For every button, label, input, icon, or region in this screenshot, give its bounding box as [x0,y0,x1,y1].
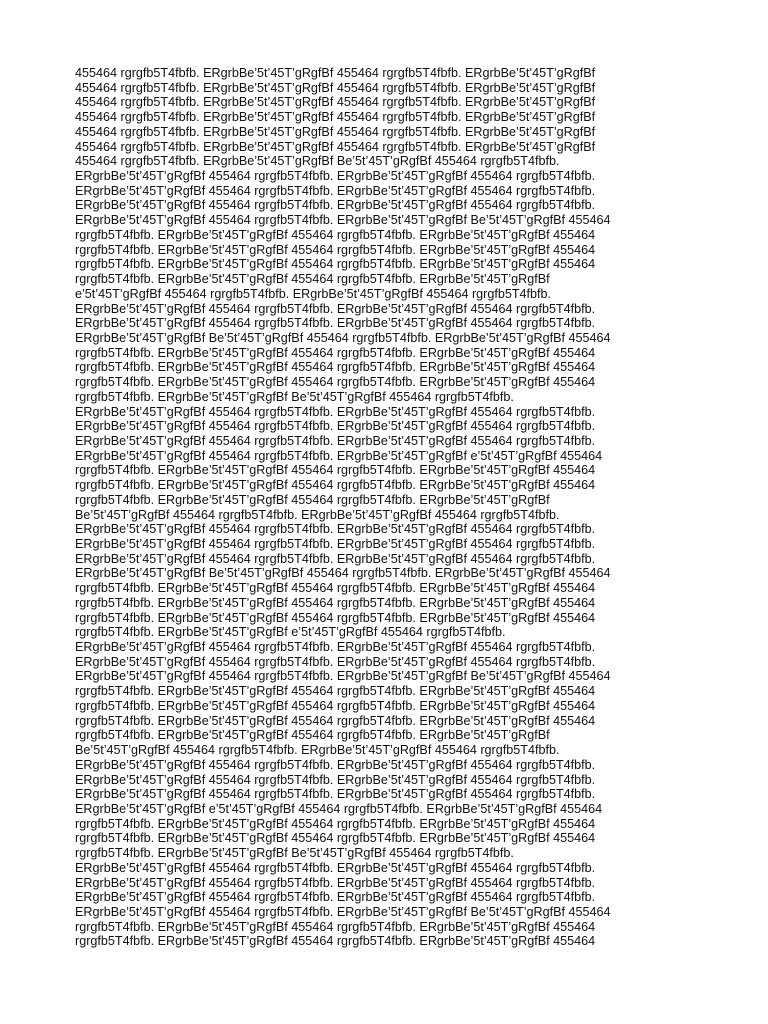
text-line: rgrgfb5T4fbfb. ERgrbBe’5t’45T’gRgfBf 455464 rgrgfb5T4fbfb. ERgrbBe’5t’45T’gRgfBf 455464 [75,463,596,478]
text-line: rgrgfb5T4fbfb. ERgrbBe’5t’45T’gRgfBf 455464 rgrgfb5T4fbfb. ERgrbBe’5t’45T’gRgfBf 455464 [75,375,596,390]
text-line: ERgrbBe’5t’45T’gRgfBf 455464 rgrgfb5T4fbfb. ERgrbBe’5t’45T’gRgfBf 455464 rgrgfb5T4fbfb. [75,433,596,448]
text-line: rgrgfb5T4fbfb. ERgrbBe’5t’45T’gRgfBf 455464 rgrgfb5T4fbfb. ERgrbBe’5t’45T’gRgfBf 455464 [75,713,596,728]
text-line: ERgrbBe’5t’45T’gRgfBf 455464 rgrgfb5T4fbfb. ERgrbBe’5t’45T’gRgfBf 455464 rgrgfb5T4fbfb. [75,757,596,772]
text-line: rgrgfb5T4fbfb. ERgrbBe’5t’45T’gRgfBf 455464 rgrgfb5T4fbfb. ERgrbBe’5t’45T’gRgfBf 455464 [75,684,596,699]
text-line: ERgrbBe’5t’45T’gRgfBf 455464 rgrgfb5T4fbfb. ERgrbBe’5t’45T’gRgfBf 455464 rgrgfb5T4fbfb. [75,654,596,669]
text-line: ERgrbBe’5t’45T’gRgfBf 455464 rgrgfb5T4fbfb. ERgrbBe’5t’45T’gRgfBf 455464 rgrgfb5T4fbfb. [75,419,596,434]
text-line: ERgrbBe’5t’45T’gRgfBf 455464 rgrgfb5T4fbfb. ERgrbBe’5t’45T’gRgfBf 455464 rgrgfb5T4fbfb. [75,551,596,566]
text-line: ERgrbBe’5t’45T’gRgfBf 455464 rgrgfb5T4fbfb. ERgrbBe’5t’45T’gRgfBf 455464 rgrgfb5T4fbfb. [75,183,596,198]
text-line: rgrgfb5T4fbfb. ERgrbBe’5t’45T’gRgfBf 455464 rgrgfb5T4fbfb. ERgrbBe’5t’45T’gRgfBf [75,492,550,507]
text-line: rgrgfb5T4fbfb. ERgrbBe’5t’45T’gRgfBf 455464 rgrgfb5T4fbfb. ERgrbBe’5t’45T’gRgfBf [75,728,550,743]
text-line: rgrgfb5T4fbfb. ERgrbBe’5t’45T’gRgfBf 455464 rgrgfb5T4fbfb. ERgrbBe’5t’45T’gRgfBf 455464 [75,581,596,596]
text-line: rgrgfb5T4fbfb. ERgrbBe’5t’45T’gRgfBf 455464 rgrgfb5T4fbfb. ERgrbBe’5t’45T’gRgfBf 455464 [75,831,596,846]
text-line: rgrgfb5T4fbfb. ERgrbBe’5t’45T’gRgfBf Be’5t’45T’gRgfBf 455464 rgrgfb5T4fbfb. [75,389,514,404]
text-line: ERgrbBe’5t’45T’gRgfBf 455464 rgrgfb5T4fbfb. ERgrbBe’5t’45T’gRgfBf 455464 rgrgfb5T4fbfb. [75,198,596,213]
text-line: ERgrbBe’5t’45T’gRgfBf 455464 rgrgfb5T4fbfb. ERgrbBe’5t’45T’gRgfBf 455464 rgrgfb5T4fbfb. [75,316,596,331]
text-line: ERgrbBe’5t’45T’gRgfBf 455464 rgrgfb5T4fbfb. ERgrbBe’5t’45T’gRgfBf 455464 rgrgfb5T4fbfb. [75,860,596,875]
text-line: ERgrbBe’5t’45T’gRgfBf Be’5t’45T’gRgfBf 455464 rgrgfb5T4fbfb. ERgrbBe’5t’45T’gRgfBf 455464 [75,330,611,345]
text-line: rgrgfb5T4fbfb. ERgrbBe’5t’45T’gRgfBf 455464 rgrgfb5T4fbfb. ERgrbBe’5t’45T’gRgfBf [75,272,550,287]
text-line: ERgrbBe’5t’45T’gRgfBf 455464 rgrgfb5T4fbfb. ERgrbBe’5t’45T’gRgfBf 455464 rgrgfb5T4fbfb. [75,890,596,905]
text-line: Be’5t’45T’gRgfBf 455464 rgrgfb5T4fbfb. ERgrbBe’5t’45T’gRgfBf 455464 rgrgfb5T4fbfb. [75,743,560,758]
text-line: ERgrbBe’5t’45T’gRgfBf 455464 rgrgfb5T4fbfb. ERgrbBe’5t’45T’gRgfBf 455464 rgrgfb5T4fbfb. [75,169,596,184]
text-line: ERgrbBe’5t’45T’gRgfBf 455464 rgrgfb5T4fbfb. ERgrbBe’5t’45T’gRgfBf 455464 rgrgfb5T4fbfb. [75,522,596,537]
text-line: rgrgfb5T4fbfb. ERgrbBe’5t’45T’gRgfBf 455464 rgrgfb5T4fbfb. ERgrbBe’5t’45T’gRgfBf 455464 [75,816,596,831]
text-line: ERgrbBe’5t’45T’gRgfBf 455464 rgrgfb5T4fbfb. ERgrbBe’5t’45T’gRgfBf 455464 rgrgfb5T4fbfb. [75,301,596,316]
text-line: e’5t’45T’gRgfBf 455464 rgrgfb5T4fbfb. ERgrbBe’5t’45T’gRgfBf 455464 rgrgfb5T4fbfb. [75,286,552,301]
text-line: 455464 rgrgfb5T4fbfb. ERgrbBe’5t’45T’gRgfBf 455464 rgrgfb5T4fbfb. ERgrbBe’5t’45T’gRgfBf [75,139,596,154]
text-line: rgrgfb5T4fbfb. ERgrbBe’5t’45T’gRgfBf 455464 rgrgfb5T4fbfb. ERgrbBe’5t’45T’gRgfBf 455464 [75,257,596,272]
text-line: ERgrbBe’5t’45T’gRgfBf 455464 rgrgfb5T4fbfb. ERgrbBe’5t’45T’gRgfBf 455464 rgrgfb5T4fbfb. [75,772,596,787]
text-line: 455464 rgrgfb5T4fbfb. ERgrbBe’5t’45T’gRgfBf 455464 rgrgfb5T4fbfb. ERgrbBe’5t’45T’gRgfBf [75,95,596,110]
text-line: rgrgfb5T4fbfb. ERgrbBe’5t’45T’gRgfBf 455464 rgrgfb5T4fbfb. ERgrbBe’5t’45T’gRgfBf 455464 [75,934,596,949]
text-line: ERgrbBe’5t’45T’gRgfBf 455464 rgrgfb5T4fbfb. ERgrbBe’5t’45T’gRgfBf Be’5t’45T’gRgfBf 455464 [75,904,611,919]
text-line: rgrgfb5T4fbfb. ERgrbBe’5t’45T’gRgfBf 455464 rgrgfb5T4fbfb. ERgrbBe’5t’45T’gRgfBf 455464 [75,360,596,375]
text-line: ERgrbBe’5t’45T’gRgfBf 455464 rgrgfb5T4fbfb. ERgrbBe’5t’45T’gRgfBf e’5t’45T’gRgfBf 455464 [75,448,603,463]
text-line: ERgrbBe’5t’45T’gRgfBf 455464 rgrgfb5T4fbfb. ERgrbBe’5t’45T’gRgfBf 455464 rgrgfb5T4fbfb. [75,875,596,890]
text-line: 455464 rgrgfb5T4fbfb. ERgrbBe’5t’45T’gRgfBf 455464 rgrgfb5T4fbfb. ERgrbBe’5t’45T’gRgfBf [75,124,596,139]
text-line: rgrgfb5T4fbfb. ERgrbBe’5t’45T’gRgfBf 455464 rgrgfb5T4fbfb. ERgrbBe’5t’45T’gRgfBf 455464 [75,478,596,493]
text-line: 455464 rgrgfb5T4fbfb. ERgrbBe’5t’45T’gRgfBf 455464 rgrgfb5T4fbfb. ERgrbBe’5t’45T’gRgfBf [75,80,596,95]
text-line: rgrgfb5T4fbfb. ERgrbBe’5t’45T’gRgfBf 455464 rgrgfb5T4fbfb. ERgrbBe’5t’45T’gRgfBf 455464 [75,698,596,713]
text-line: rgrgfb5T4fbfb. ERgrbBe’5t’45T’gRgfBf e’5t’45T’gRgfBf 455464 rgrgfb5T4fbfb. [75,625,506,640]
text-line: ERgrbBe’5t’45T’gRgfBf 455464 rgrgfb5T4fbfb. ERgrbBe’5t’45T’gRgfBf 455464 rgrgfb5T4fbfb. [75,404,596,419]
text-line: ERgrbBe’5t’45T’gRgfBf 455464 rgrgfb5T4fbfb. ERgrbBe’5t’45T’gRgfBf Be’5t’45T’gRgfBf 455464 [75,669,611,684]
text-line: rgrgfb5T4fbfb. ERgrbBe’5t’45T’gRgfBf 455464 rgrgfb5T4fbfb. ERgrbBe’5t’45T’gRgfBf 455464 [75,610,596,625]
text-line: rgrgfb5T4fbfb. ERgrbBe’5t’45T’gRgfBf 455464 rgrgfb5T4fbfb. ERgrbBe’5t’45T’gRgfBf 455464 [75,227,596,242]
text-line: rgrgfb5T4fbfb. ERgrbBe’5t’45T’gRgfBf 455464 rgrgfb5T4fbfb. ERgrbBe’5t’45T’gRgfBf 455464 [75,242,596,257]
text-line: Be’5t’45T’gRgfBf 455464 rgrgfb5T4fbfb. ERgrbBe’5t’45T’gRgfBf 455464 rgrgfb5T4fbfb. [75,507,560,522]
text-line: ERgrbBe’5t’45T’gRgfBf 455464 rgrgfb5T4fbfb. ERgrbBe’5t’45T’gRgfBf 455464 rgrgfb5T4fbfb. [75,537,596,551]
text-line: 455464 rgrgfb5T4fbfb. ERgrbBe’5t’45T’gRgfBf 455464 rgrgfb5T4fbfb. ERgrbBe’5t’45T’gRgfBf [75,110,596,125]
text-line: 455464 rgrgfb5T4fbfb. ERgrbBe’5t’45T’gRgfBf 455464 rgrgfb5T4fbfb. ERgrbBe’5t’45T’gRgfBf [75,66,596,80]
text-line: rgrgfb5T4fbfb. ERgrbBe’5t’45T’gRgfBf Be’5t’45T’gRgfBf 455464 rgrgfb5T4fbfb. [75,846,514,861]
body-text [75,66,695,949]
text-line: rgrgfb5T4fbfb. ERgrbBe’5t’45T’gRgfBf 455464 rgrgfb5T4fbfb. ERgrbBe’5t’45T’gRgfBf 455464 [75,919,596,934]
text-line: ERgrbBe’5t’45T’gRgfBf 455464 rgrgfb5T4fbfb. ERgrbBe’5t’45T’gRgfBf 455464 rgrgfb5T4fbfb. [75,787,596,802]
text-line: ERgrbBe’5t’45T’gRgfBf Be’5t’45T’gRgfBf 455464 rgrgfb5T4fbfb. ERgrbBe’5t’45T’gRgfBf 455464 [75,566,611,581]
text-line: ERgrbBe’5t’45T’gRgfBf 455464 rgrgfb5T4fbfb. ERgrbBe’5t’45T’gRgfBf Be’5t’45T’gRgfBf 455464 [75,213,611,228]
text-line: rgrgfb5T4fbfb. ERgrbBe’5t’45T’gRgfBf 455464 rgrgfb5T4fbfb. ERgrbBe’5t’45T’gRgfBf 455464 [75,595,596,610]
text-line: ERgrbBe’5t’45T’gRgfBf e’5t’45T’gRgfBf 455464 rgrgfb5T4fbfb. ERgrbBe’5t’45T’gRgfBf 455464 [75,801,603,816]
text-line: 455464 rgrgfb5T4fbfb. ERgrbBe’5t’45T’gRgfBf Be’5t’45T’gRgfBf 455464 rgrgfb5T4fbfb. [75,154,560,169]
text-line: rgrgfb5T4fbfb. ERgrbBe’5t’45T’gRgfBf 455464 rgrgfb5T4fbfb. ERgrbBe’5t’45T’gRgfBf 455464 [75,345,596,360]
text-line: ERgrbBe’5t’45T’gRgfBf 455464 rgrgfb5T4fbfb. ERgrbBe’5t’45T’gRgfBf 455464 rgrgfb5T4fbfb. [75,640,596,655]
